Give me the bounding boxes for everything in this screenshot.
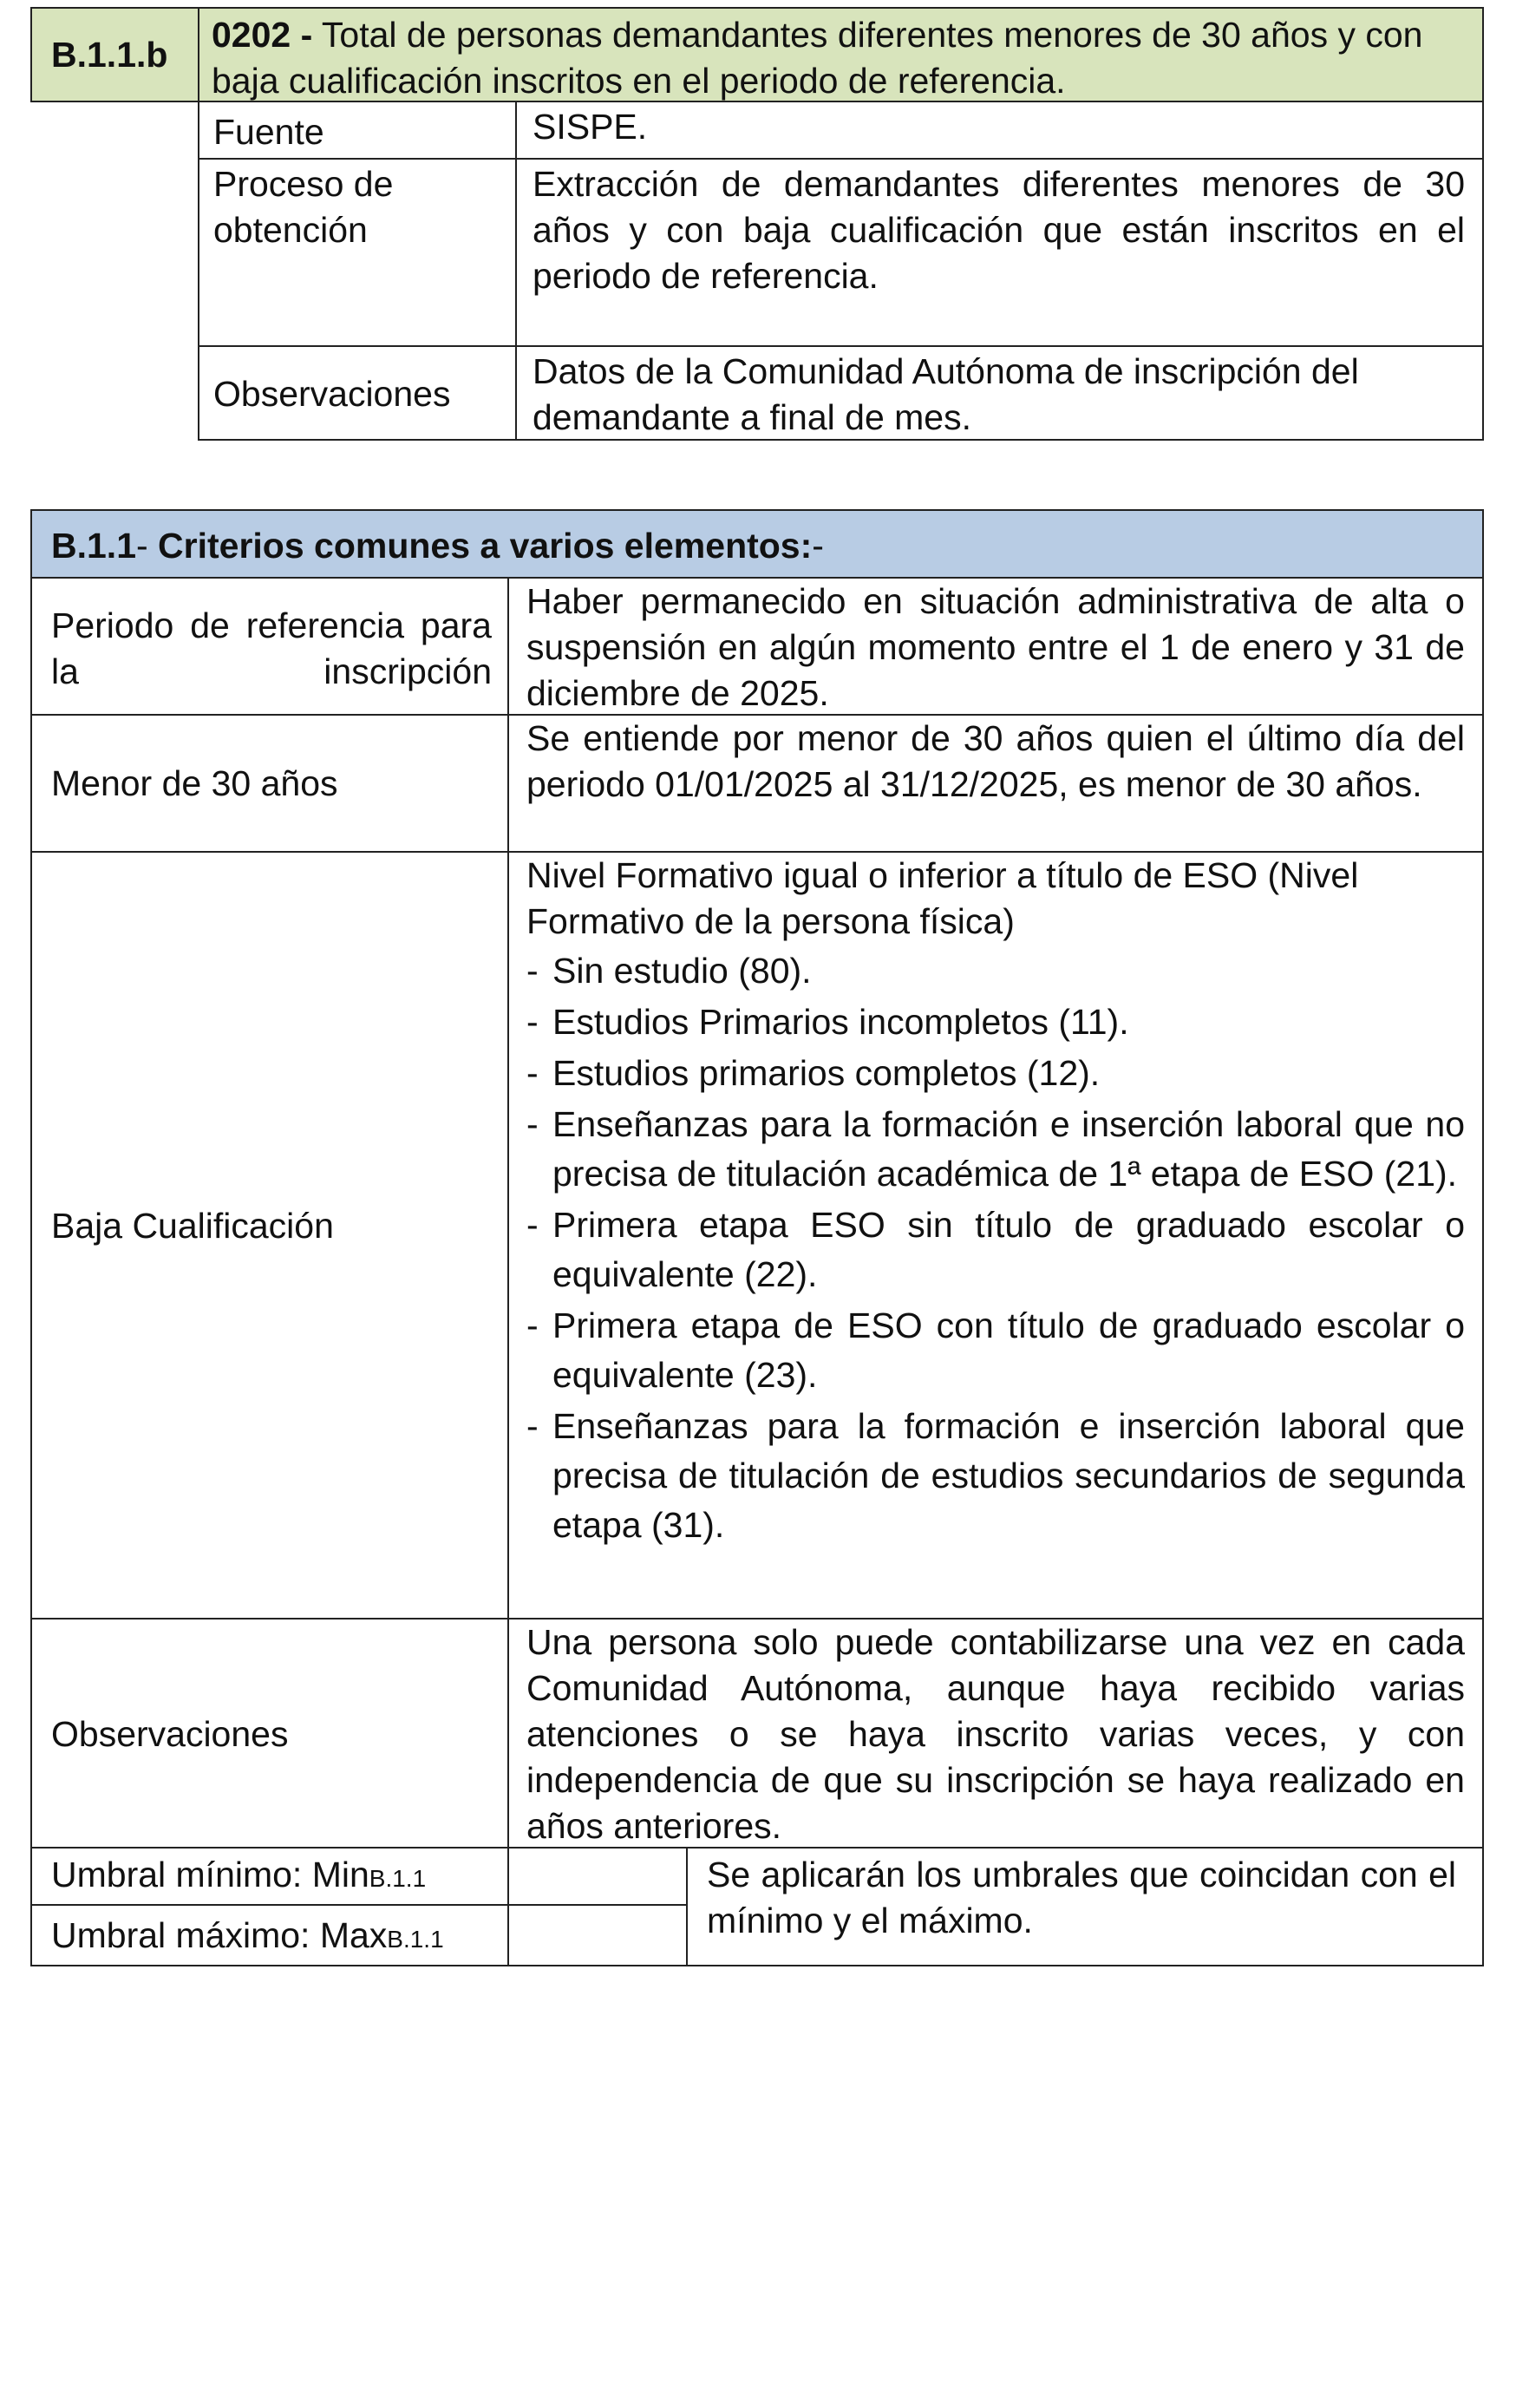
row-proceso-value: Extracción de demandantes diferentes menores de 30 años y con baja cualificación que están inscritos en el periodo de referencia. — [533, 164, 1465, 296]
row-proceso-value-cell — [515, 158, 1484, 347]
row-observaciones2-value: Una persona solo puede contabilizarse una vez en cada Comunidad Autónoma, aunque haya recibido varias atenciones o se haya inscrito varias veces, y con independencia de que su inscripción se haya realizado en años anteriores. — [526, 1622, 1465, 1846]
row-menor30-value-cell — [507, 714, 1484, 853]
criterios-separator: - — [136, 526, 159, 566]
row-observaciones2-label: Observaciones — [51, 1714, 289, 1754]
umbral-max-value-cell — [507, 1904, 688, 1966]
criterios-header-cell — [30, 509, 1484, 579]
criterios-title: Criterios comunes a varios elementos: — [158, 526, 813, 566]
list-item: - Primera etapa ESO sin título de graduado escolar o equivalente (22). — [526, 1201, 1465, 1299]
row-fuente-label-cell — [198, 101, 517, 160]
row-periodo-value: Haber permanecido en situación administrativa de alta o suspensión en algún momento entre el 1 de enero y 31 de diciembre de 2025. — [526, 581, 1465, 713]
row-observaciones1-value-cell — [515, 345, 1484, 441]
row-observaciones2-label-cell — [30, 1618, 509, 1849]
row-observaciones1-label: Observaciones — [213, 374, 451, 414]
row-fuente-value: SISPE. — [533, 107, 648, 147]
indicator-number: 0202 - — [212, 15, 313, 55]
umbral-max-label-cell — [30, 1904, 509, 1966]
baja-criteria-list — [526, 946, 1465, 1552]
umbral-min-label — [51, 1852, 426, 1901]
list-item: - Estudios Primarios incompletos (11). — [526, 998, 1465, 1047]
criterios-code: B.1.1 — [51, 526, 136, 566]
row-periodo-label: Periodo de referencia para la inscripción — [51, 605, 492, 691]
umbral-min-value-cell — [507, 1847, 688, 1906]
umbral-max-label — [51, 1913, 444, 1962]
list-item: - Enseñanzas para la formación e inserción laboral que no precisa de titulación académica de 1ª etapa de ESO (21). — [526, 1100, 1465, 1199]
umbral-max-subscript: B.1.1 — [387, 1926, 444, 1953]
criterios-trail: - — [812, 526, 824, 566]
indicator-title — [212, 12, 1474, 104]
umbral-note: Se aplicarán los umbrales que coincidan con el mínimo y el máximo. — [707, 1855, 1456, 1940]
umbral-min-label-cell — [30, 1847, 509, 1906]
indicator-description: Total de personas demandantes diferentes menores de 30 años y con baja cualificación inscritos en el periodo de referencia. — [212, 15, 1423, 101]
list-item: - Primera etapa de ESO con título de graduado escolar o equivalente (23). — [526, 1301, 1465, 1400]
criterios-header — [51, 523, 824, 569]
list-item: - Enseñanzas para la formación e inserción laboral que precisa de titulación de estudios secundarios de segunda etapa (31). — [526, 1402, 1465, 1550]
row-proceso-label-cell — [198, 158, 517, 347]
row-fuente-label: Fuente — [213, 112, 324, 152]
list-item: - Estudios primarios completos (12). — [526, 1049, 1465, 1098]
row-baja-intro: Nivel Formativo igual o inferior a título de ESO (Nivel Formativo de la persona física) — [526, 855, 1359, 941]
row-proceso-label: Proceso de obtención — [213, 164, 394, 250]
list-item: - Sin estudio (80). — [526, 946, 1465, 996]
indicator-header-cell — [198, 7, 1484, 102]
row-menor30-value: Se entiende por menor de 30 años quien el último día del periodo 01/01/2025 al 31/12/2025, es menor de 30 años. — [526, 718, 1465, 804]
umbral-note-cell — [686, 1847, 1484, 1966]
indicator-code-cell — [30, 7, 199, 102]
row-baja-value-cell — [507, 851, 1484, 1620]
row-baja-label-cell — [30, 851, 509, 1620]
row-periodo-label-cell — [30, 577, 509, 716]
row-fuente-value-cell — [515, 101, 1484, 160]
row-baja-label: Baja Cualificación — [51, 1206, 334, 1246]
row-periodo-value-cell — [507, 577, 1484, 716]
row-observaciones2-value-cell — [507, 1618, 1484, 1849]
indicator-code: B.1.1.b — [51, 35, 168, 75]
umbral-min-subscript: B.1.1 — [369, 1865, 427, 1892]
umbral-max-text: Umbral máximo: Max — [51, 1915, 388, 1955]
row-menor30-label-cell — [30, 714, 509, 853]
row-observaciones1-value: Datos de la Comunidad Autónoma de inscripción del demandante a final de mes. — [533, 351, 1359, 437]
row-menor30-label: Menor de 30 años — [51, 763, 338, 803]
row-observaciones1-label-cell — [198, 345, 517, 441]
umbral-min-text: Umbral mínimo: Min — [51, 1855, 369, 1894]
